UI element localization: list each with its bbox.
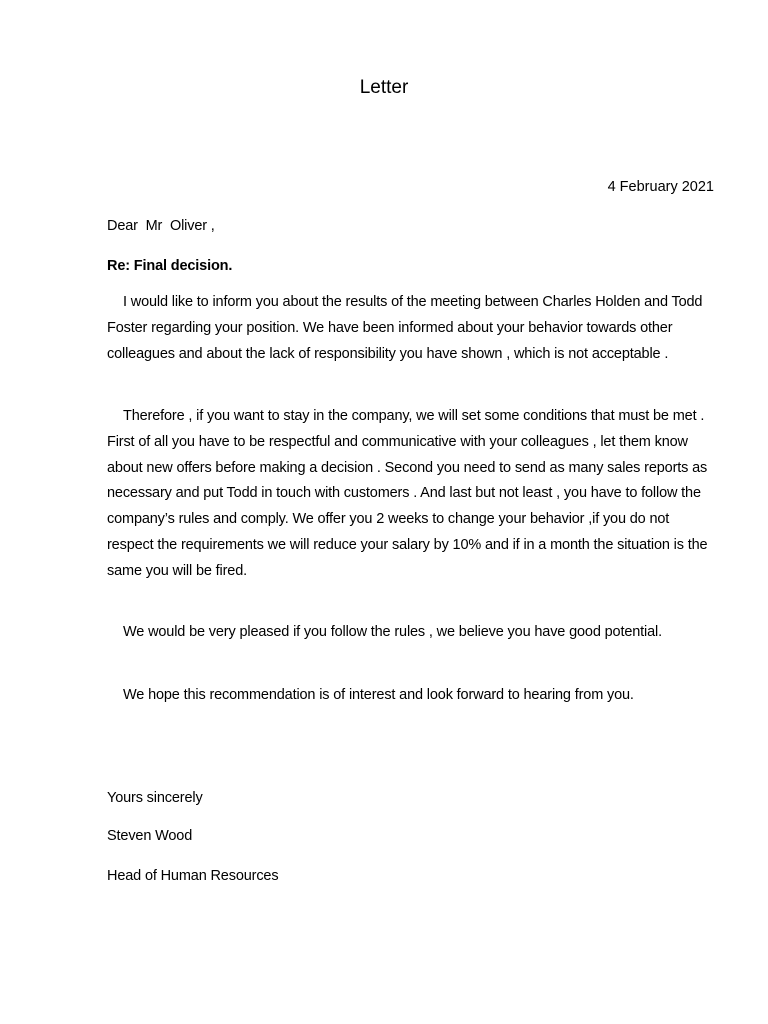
document-title: Letter [359, 77, 409, 98]
paragraph-meeting-results: I would like to inform you about the results of the meeting between Charles Holden and Todd Foster regarding your position. We have been informed about your behavior towards other colleagues and about the lack of responsibility you have shown , which is not acceptable . [107, 294, 703, 362]
sender-name: Steven Wood [107, 828, 193, 844]
salutation: Dear Mr Oliver , [107, 218, 215, 234]
letter-date: 4 February 2021 [607, 179, 714, 195]
paragraph-closing-remark: We hope this recommendation is of interest and look forward to hearing from you. [123, 687, 634, 703]
subject-line: Re: Final decision. [107, 258, 233, 274]
closing-phrase: Yours sincerely [107, 790, 203, 806]
sender-title: Head of Human Resources [107, 868, 279, 884]
paragraph-conditions: Therefore , if you want to stay in the company, we will set some conditions that must be met . First of all you have to be respectful and communicative with your colleagues , let them know about new offers before making a decision . Second you need to send as many sales reports as necessary and put Todd in touch with customers . And last but not least , you have to follow the company’s rules and comply. We offer you 2 weeks to change your behavior ,if you do not respect the requirements we will reduce your salary by 10% and if in a month the situation is the same you will be fired. [107, 408, 708, 579]
paragraph-follow-rules: We would be very pleased if you follow the rules , we believe you have good potential. [123, 624, 662, 640]
